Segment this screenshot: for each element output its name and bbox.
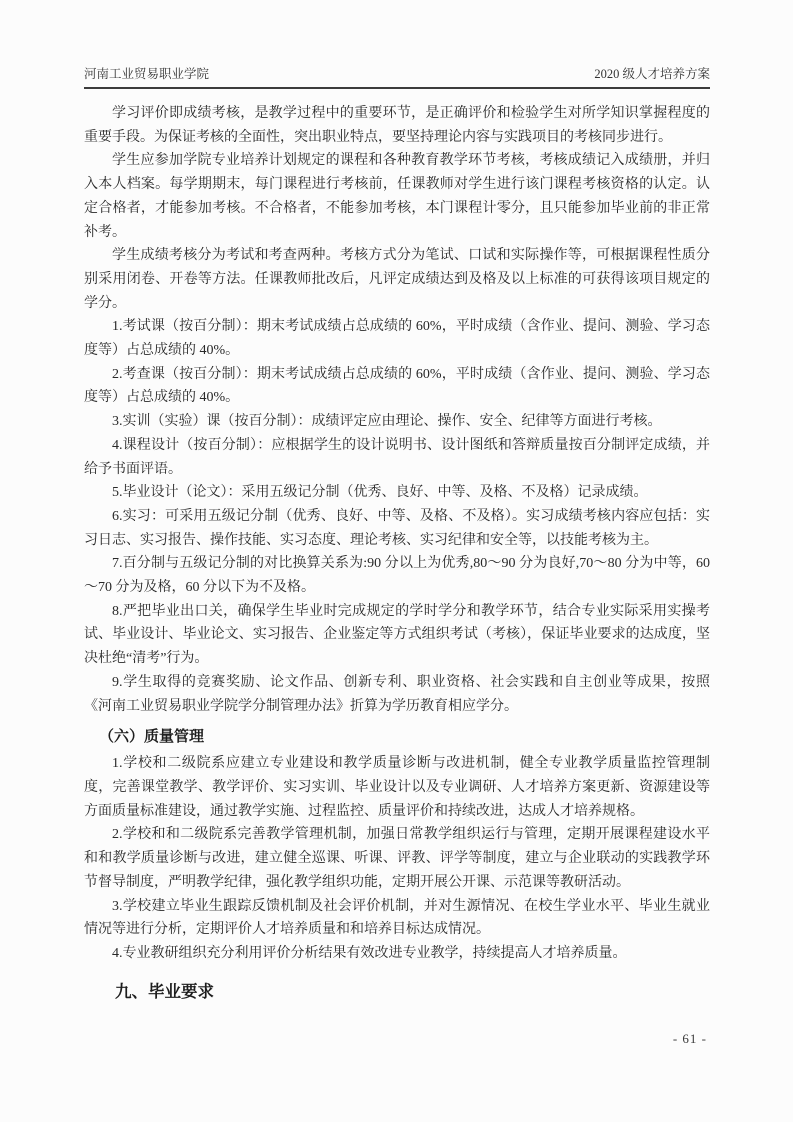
list-item-graduation-gate: 8.严把毕业出口关，确保学生毕业时完成规定的学时学分和教学环节，结合专业实际采用实操考试、毕业设计、毕业论文、实习报告、企业鉴定等方式组织考试（考核），保证毕业要求的达成度，坚决杜绝“清考”行为。 — [84, 603, 710, 667]
list-item-quality-1: 1.学校和二级院系应建立专业建设和教学质量诊断与改进机制，健全专业教学质量监控管理制度，完善课堂教学、教学评价、实习实训、毕业设计以及专业调研、人才培养方案更新、资源建设等方面质量标准建设，通过教学实施、过程监控、质量评价和持续改进，达成人才培养规格。 — [84, 756, 710, 819]
paragraph: 学习评价即成绩考核，是教学过程中的重要环节，是正确评价和检验学生对所学知识掌握程度的重要手段。为保证考核的全面性，突出职业特点，要坚持理论内容与实践项目的考核同步进行。 — [84, 106, 710, 145]
paragraph: 学生应参加学院专业培养计划规定的课程和各种教育教学环节考核，考核成绩记入成绩册，并归入本人档案。每学期期末，每门课程进行考核前，任课教师对学生进行该门课程考核资格的认定。认定合格者，才能参加考核。不合格者，不能参加考核，本门课程计零分，且只能参加毕业前的非正常补考。 — [84, 153, 710, 240]
document-body — [84, 102, 710, 1005]
list-item-quality-3: 3.学校建立毕业生跟踪反馈机制及社会评价机制，并对生源情况、在校生学业水平、毕业生就业情况等进行分析，定期评价人才培养质量和和培养目标达成情况。 — [84, 898, 710, 938]
list-item-quality-4: 4.专业教研组织充分利用评价分析结果有效改进专业教学，持续提高人才培养质量。 — [112, 945, 627, 961]
list-item-internship: 6.实习：可采用五级记分制（优秀、良好、中等、及格、不及格）。实习成绩考核内容应包括：实习日志、实习报告、操作技能、实习态度、理论考核、实习纪律和安全等，以技能考核为主。 — [84, 508, 710, 548]
page-footer — [673, 1031, 707, 1047]
page-header — [84, 64, 710, 89]
list-item-practical-course: 3.实训（实验）课（按百分制）：成绩评定应由理论、操作、安全、纪律等方面进行考核。 — [112, 414, 662, 430]
paragraph: 学生成绩考核分为考试和考查两种。考核方式分为笔试、口试和实际操作等，可根据课程性质分别采用闭卷、开卷等方法。任课教师批改后，凡评定成绩达到及格及以上标准的可获得该项目规定的学分。 — [84, 248, 710, 311]
list-item-graduation-design: 5.毕业设计（论文）：采用五级记分制（优秀、良好、中等、及格、不及格）记录成绩。 — [112, 485, 648, 501]
page-number: - 61 - — [672, 1031, 707, 1046]
list-item-assessed-course: 2.考查课（按百分制）：期末考试成绩占总成绩的 60%，平时成绩（含作业、提问、测验、学习态度等）占总成绩的 40%。 — [84, 366, 710, 406]
list-item-credit-conversion: 9.学生取得的竞赛奖励、论文作品、创新专利、职业资格、社会实践和自主创业等成果，按照《河南工业贸易职业学院学分制管理办法》折算为学历教育相应学分。 — [84, 674, 710, 714]
chapter-heading-graduation-requirements: 九、毕业要求 — [115, 981, 214, 1001]
section-heading-quality-management: （六）质量管理 — [99, 729, 205, 746]
list-item-exam-course: 1.考试课（按百分制）：期末考试成绩占总成绩的 60%，平时成绩（含作业、提问、测验、学习态度等）占总成绩的 40%。 — [84, 319, 710, 359]
header-doc-title: 2020 级人才培养方案 — [594, 67, 710, 81]
header-school-name: 河南工业贸易职业学院 — [84, 67, 210, 81]
list-item-course-design: 4.课程设计（按百分制）：应根据学生的设计说明书、设计图纸和答辩质量按百分制评定成绩，并给予书面评语。 — [84, 437, 710, 477]
list-item-quality-2: 2.学校和和二级院系完善教学管理机制，加强日常教学组织运行与管理，定期开展课程建设水平和和教学质量诊断与改进，建立健全巡课、听课、评教、评学等制度，建立与企业联动的实践教学环节督导制度，严明教学纪律，强化教学组织功能，定期开展公开课、示范课等教研活动。 — [84, 827, 710, 890]
list-item-grade-conversion: 7.百分制与五级记分制的对比换算关系为:90 分以上为优秀,80～90 分为良好,70～80 分为中等，60～70 分为及格，60 分以下为不及格。 — [84, 556, 710, 596]
